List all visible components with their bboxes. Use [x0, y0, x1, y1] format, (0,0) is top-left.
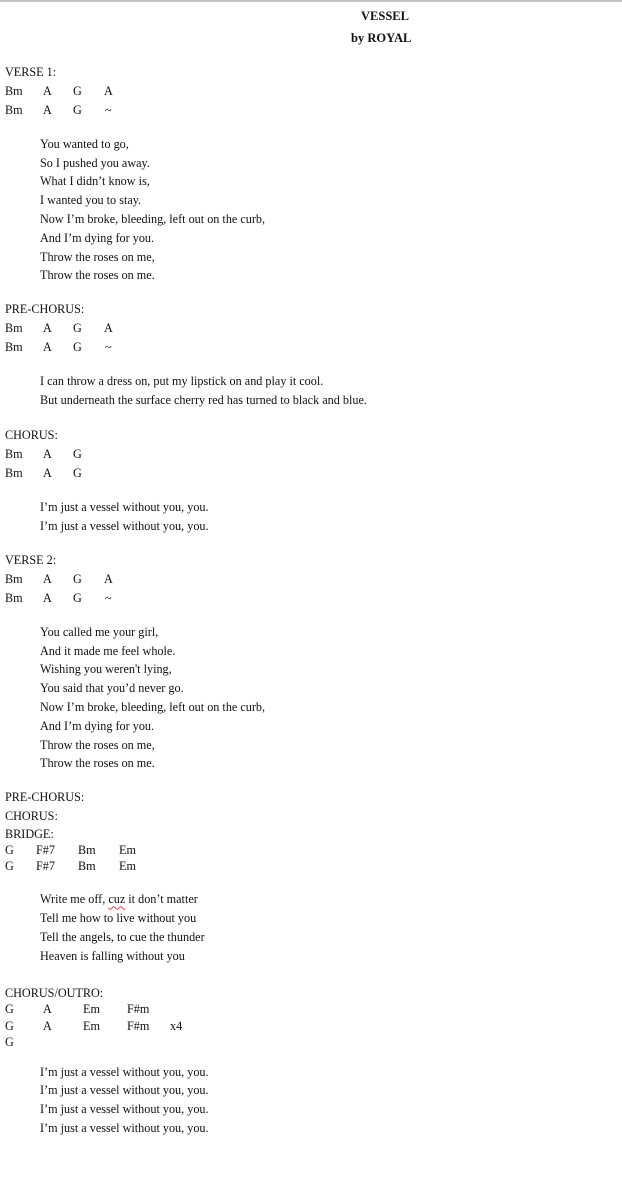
lyric-line: You wanted to go,: [40, 136, 129, 151]
lyric-line: But underneath the surface cherry red has turned to black and blue.: [40, 392, 367, 407]
chord: G: [73, 446, 82, 461]
lyric-line: So I pushed you away.: [40, 155, 150, 170]
lyric-line: Now I’m broke, bleeding, left out on the curb,: [40, 212, 266, 227]
chord: A: [43, 465, 52, 480]
lyric-line: You said that you’d never go.: [40, 681, 184, 696]
section-label: CHORUS:: [5, 428, 58, 442]
chord-row: [5, 1001, 209, 1017]
section-label: VERSE 1:: [5, 65, 57, 79]
lyric-line: I’m just a vessel without you, you.: [40, 1120, 209, 1135]
lyric-line: I can throw a dress on, put my lipstick on and play it cool.: [40, 373, 324, 388]
chord-row: [5, 1034, 209, 1050]
chord-row: [5, 464, 209, 483]
lyric-line: Throw the roses on me,: [40, 249, 155, 264]
chord-row: [5, 319, 367, 338]
spellcheck-flagged-word: cuz: [108, 892, 126, 907]
chord: G: [5, 1018, 14, 1033]
chord-row: [5, 858, 205, 874]
chord: Bm: [5, 83, 23, 98]
chord: G: [73, 339, 82, 354]
chord: Em: [83, 1018, 100, 1033]
lyric-line: Heaven is falling without you: [40, 948, 185, 963]
chord: A: [43, 83, 52, 98]
chord-row: [5, 445, 209, 464]
chord: G: [73, 571, 82, 586]
section-label: VERSE 2:: [5, 553, 57, 567]
chord: ~: [105, 102, 112, 117]
chord: A: [104, 320, 113, 335]
lyric-line: Tell me how to live without you: [40, 911, 197, 926]
song-title: VESSEL: [361, 9, 409, 23]
song-byline: by ROYAL: [351, 31, 412, 45]
lyric-line: Throw the roses on me.: [40, 268, 155, 283]
lyric-line: You called me your girl,: [40, 624, 159, 639]
chord: G: [5, 859, 14, 874]
chord: Bm: [5, 339, 23, 354]
chord-row: [5, 82, 265, 101]
verse2-section: [5, 551, 265, 773]
chord: F#m: [127, 1018, 150, 1033]
repeat-count: x4: [170, 1018, 183, 1033]
chord: Bm: [5, 571, 23, 586]
lyric-line: I’m just a vessel without you, you.: [40, 518, 209, 533]
chord-row: [5, 842, 205, 858]
chord: A: [43, 590, 52, 605]
chord: Em: [119, 859, 136, 874]
chord: A: [43, 1018, 52, 1033]
section-label: CHORUS/OUTRO:: [5, 986, 104, 1000]
section-label: PRE-CHORUS:: [5, 790, 85, 804]
lyric-line: I’m just a vessel without you, you.: [40, 1102, 209, 1117]
chord: Bm: [5, 465, 23, 480]
lyric-line: I’m just a vessel without you, you.: [40, 499, 209, 514]
lyric-fragment: it don’t matter: [125, 892, 198, 907]
lyric-line: What I didn’t know is,: [40, 174, 150, 189]
section-label: PRE-CHORUS:: [5, 302, 85, 316]
lyric-line: Now I’m broke, bleeding, left out on the curb,: [40, 700, 266, 715]
chord: G: [5, 1035, 14, 1050]
lyric-line: [40, 890, 205, 909]
lyric-line: Wishing you weren't lying,: [40, 662, 172, 677]
chord: G: [73, 590, 82, 605]
chord: A: [104, 83, 113, 98]
chord: Bm: [5, 320, 23, 335]
chord-row: [5, 338, 367, 357]
chord: A: [43, 1002, 52, 1017]
chord: G: [73, 465, 82, 480]
lyric-line: I wanted you to stay.: [40, 193, 142, 208]
top-border: [0, 0, 622, 2]
chord-row: [5, 101, 265, 120]
prechorus-section: [5, 300, 367, 409]
chord: F#m: [127, 1002, 150, 1017]
chord: Bm: [78, 842, 96, 857]
lyric-line: Tell the angels, to cue the thunder: [40, 929, 205, 944]
lyric-line: And I’m dying for you.: [40, 230, 155, 245]
lyric-line: I’m just a vessel without you, you.: [40, 1083, 209, 1098]
chord: Bm: [5, 590, 23, 605]
chord: A: [104, 571, 113, 586]
chorus-section: [5, 426, 209, 535]
chord: Bm: [78, 859, 96, 874]
lyric-line: And I’m dying for you.: [40, 718, 155, 733]
chord-row: [5, 1018, 209, 1034]
chord: A: [43, 446, 52, 461]
section-label: BRIDGE:: [5, 826, 54, 841]
chord: G: [73, 102, 82, 117]
bridge-section: [5, 788, 205, 965]
section-label: CHORUS:: [5, 808, 58, 823]
chord: G: [73, 320, 82, 335]
lyric-line: I’m just a vessel without you, you.: [40, 1064, 209, 1079]
chord: F#7: [36, 842, 55, 857]
chord: ~: [105, 339, 112, 354]
chord: A: [43, 102, 52, 117]
chord: Bm: [5, 102, 23, 117]
chord: G: [73, 83, 82, 98]
chord: Bm: [5, 446, 23, 461]
chord: A: [43, 320, 52, 335]
chord: F#7: [36, 859, 55, 874]
verse1-section: [5, 63, 265, 285]
lyric-fragment: Write me off,: [40, 892, 109, 907]
chord: A: [43, 339, 52, 354]
chord: G: [5, 842, 14, 857]
outro-section: [5, 985, 209, 1138]
chord: Em: [83, 1002, 100, 1017]
lyric-line: And it made me feel whole.: [40, 643, 176, 658]
chord: A: [43, 571, 52, 586]
lyric-line: Throw the roses on me.: [40, 756, 155, 771]
chord: G: [5, 1002, 14, 1017]
chord: Em: [119, 842, 136, 857]
lyric-line: Throw the roses on me,: [40, 737, 155, 752]
chord-row: [5, 570, 265, 589]
chord-row: [5, 589, 265, 608]
chord: ~: [105, 590, 112, 605]
